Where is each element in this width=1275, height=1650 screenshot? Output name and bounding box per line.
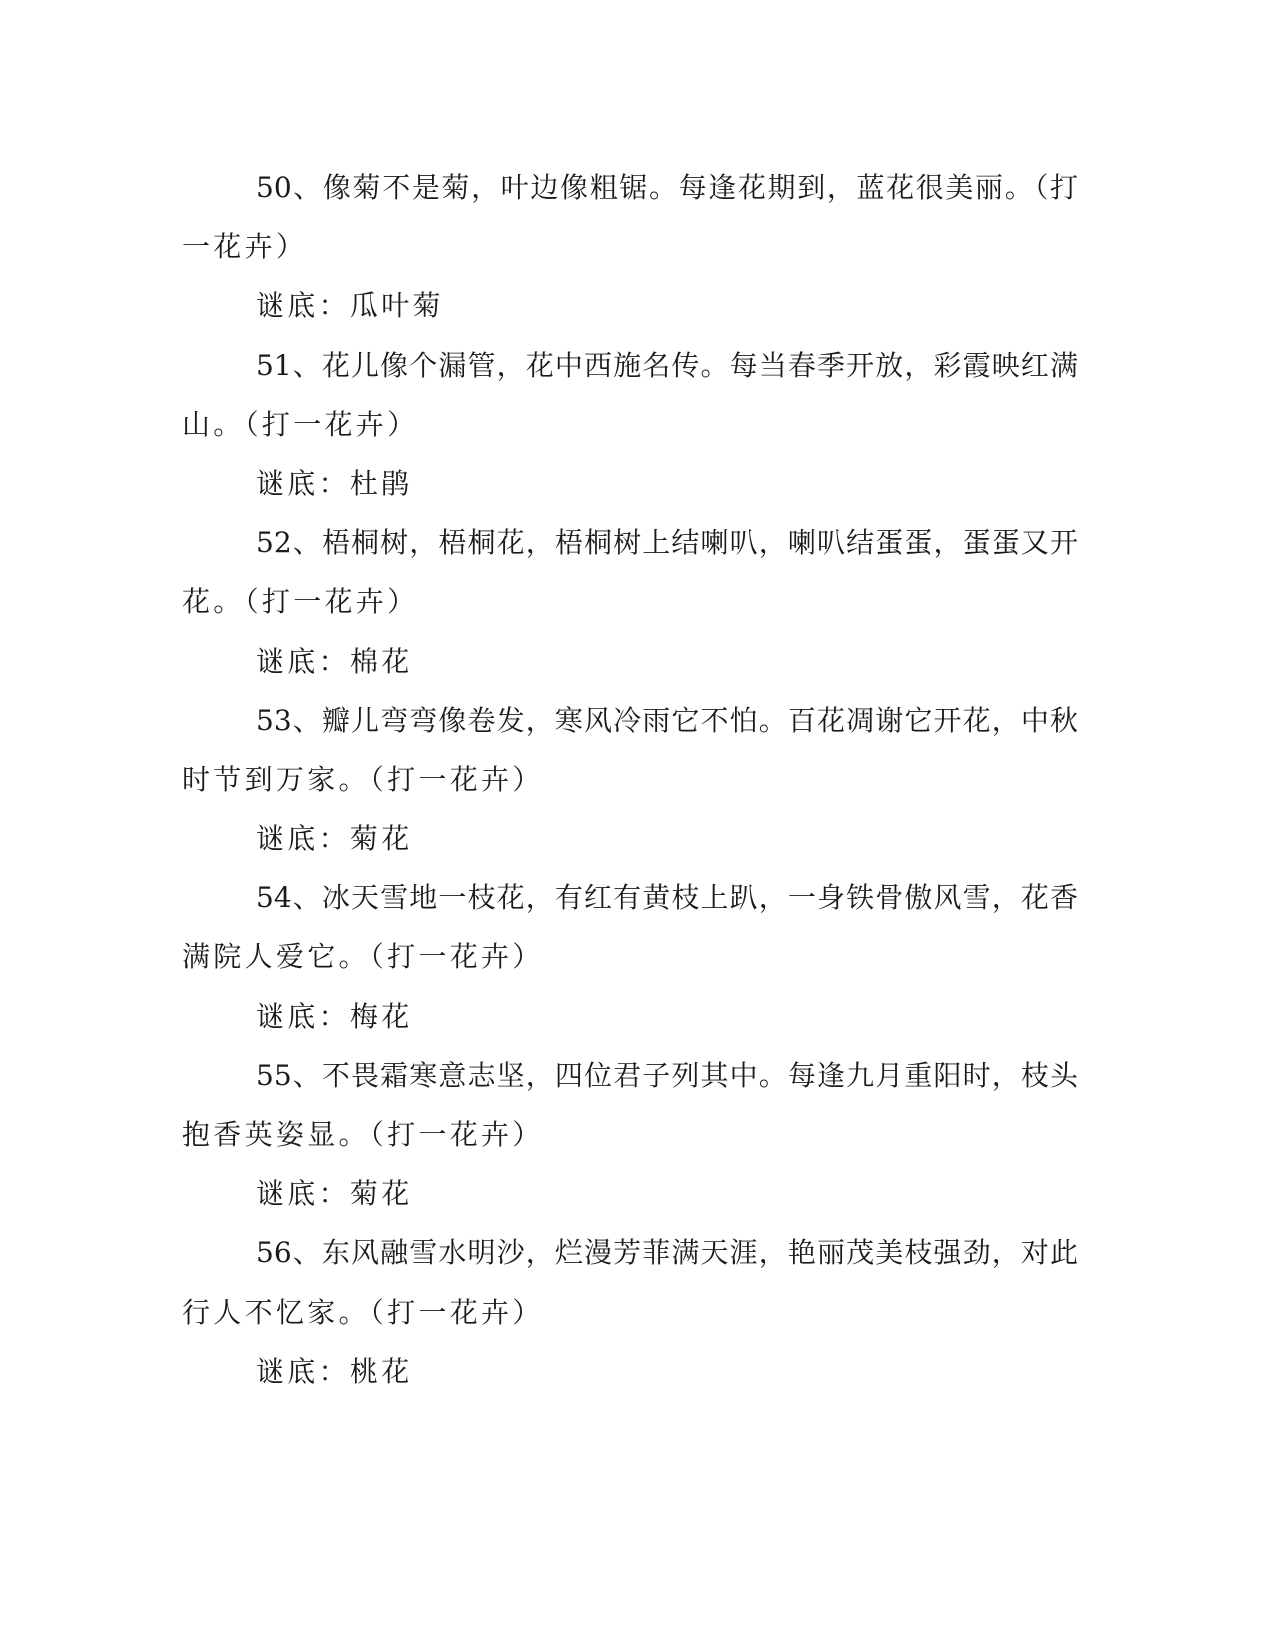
riddle-question-line: 满院人爱它。（打一花卉） — [182, 940, 544, 974]
riddle-question-line: 53、瓣儿弯弯像卷发，寒风冷雨它不怕。百花凋谢它开花，中秋 — [256, 703, 1078, 737]
riddle-question-line: 一花卉） — [182, 230, 308, 264]
document-page — [182, 158, 1078, 1401]
riddle-answer: 谜底：瓜叶菊 — [256, 289, 444, 323]
riddle-question-line: 山。（打一花卉） — [182, 407, 419, 441]
riddle-question-line: 56、东风融雪水明沙，烂漫芳菲满天涯，艳丽茂美枝强劲，对此 — [256, 1236, 1078, 1270]
riddle-50 — [182, 158, 1078, 336]
riddle-question-line: 52、梧桐树，梧桐花，梧桐树上结喇叭，喇叭结蛋蛋，蛋蛋又开 — [256, 526, 1078, 560]
riddle-question-line: 54、冰天雪地一枝花，有红有黄枝上趴，一身铁骨傲风雪，花香 — [256, 881, 1078, 915]
riddle-51 — [182, 336, 1078, 514]
riddle-answer: 谜底：菊花 — [256, 1177, 413, 1211]
riddle-54 — [182, 868, 1078, 1046]
riddle-55 — [182, 1046, 1078, 1224]
riddle-answer: 谜底：杜鹃 — [256, 466, 413, 500]
riddle-answer: 谜底：棉花 — [256, 644, 413, 678]
riddle-question-line: 抱香英姿显。（打一花卉） — [182, 1118, 544, 1151]
riddle-answer: 谜底：桃花 — [256, 1354, 413, 1388]
riddle-53 — [182, 691, 1078, 869]
riddle-52 — [182, 513, 1078, 691]
riddle-question-line: 51、花儿像个漏管，花中西施名传。每当春季开放，彩霞映红满 — [256, 348, 1078, 382]
riddle-56 — [182, 1223, 1078, 1401]
riddle-question-line: 时节到万家。（打一花卉） — [182, 762, 544, 796]
riddle-question-line: 行人不忆家。（打一花卉） — [182, 1295, 544, 1329]
riddle-question-line: 50、像菊不是菊，叶边像粗锯。每逢花期到，蓝花很美丽。（打 — [256, 171, 1078, 204]
riddle-question-line: 55、不畏霜寒意志坚，四位君子列其中。每逢九月重阳时，枝头 — [256, 1058, 1078, 1092]
riddle-answer: 谜底：菊花 — [256, 822, 413, 856]
riddle-answer: 谜底：梅花 — [256, 999, 413, 1033]
riddle-question-line: 花。（打一花卉） — [182, 585, 419, 619]
